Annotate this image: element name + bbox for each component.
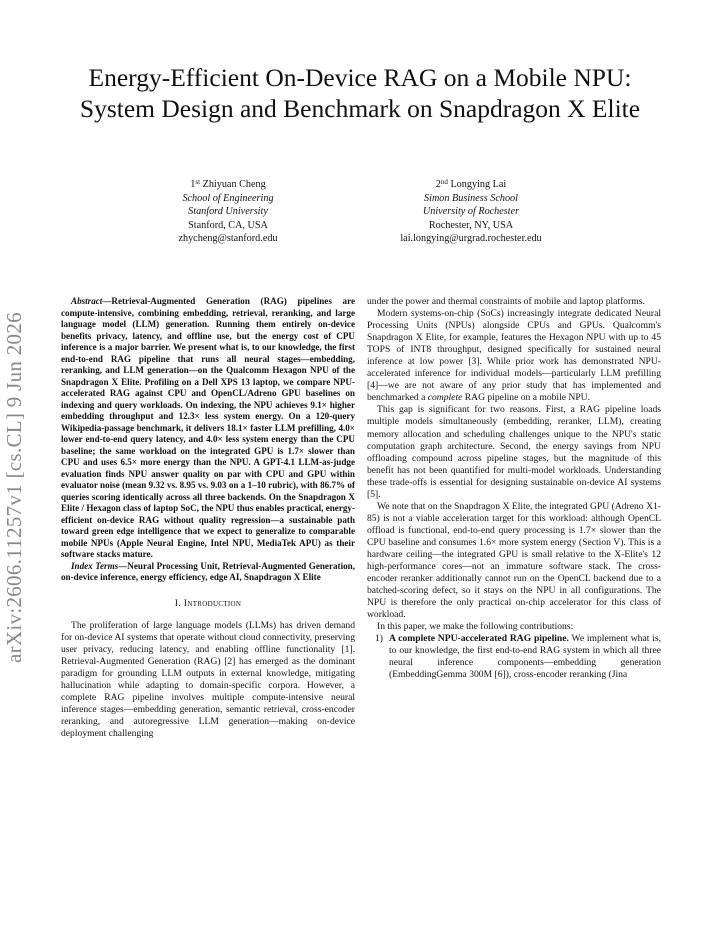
author-ordinal: 2nd xyxy=(435,178,448,190)
index-terms-label: Index Terms xyxy=(71,560,119,571)
abstract-label: Abstract xyxy=(71,296,103,306)
intro-paragraph: In this paper, we make the following contributions: xyxy=(377,621,574,633)
author-email: lai.longying@urgrad.rochester.edu xyxy=(400,233,542,245)
author-block xyxy=(98,176,358,246)
left-column xyxy=(61,296,355,740)
author-location: Rochester, NY, USA xyxy=(428,219,514,231)
author-email: zhycheng@stanford.edu xyxy=(178,233,278,245)
intro-paragraph: We note that on the Snapdragon X Elite, the integrated GPU (Adreno X1-85) is not a viable acceleration target for this workload: although OpenCL offload is functional, end-to-end query processing is 1.7× slower than the CPU baseline and consumes 1.6× more system energy (Section V). This is a hardware ceiling—the integrated GPU is small relative to the X-Elite's 12 high-performance cores—not an immature software stack. The cross-encoder reranker additionally cannot run on the OpenCL backend due to a batched-scoring defect, so it stays on the NPU in all configurations. The NPU is therefore the only practical on-chip accelerator for this class of workload. xyxy=(367,500,661,621)
author-block xyxy=(340,176,602,246)
abstract-text: —Retrieval-Augmented Generation (RAG) pipelines are compute-intensive, combining embedding, retrieval, reranking, and large language model (LLM) generation. Running them entirely on-device benefits privacy, latency, and offline use, but the energy cost of CPU inference is a major barrier. We present what is, to our knowledge, the first end-to-end RAG pipeline that runs all neural stages—embedding, reranking, and LLM generation—on the Qualcomm Hexagon NPU of the Snapdragon X Elite. Profiling on a Dell XPS 13 laptop, we compare NPU-accelerated RAG against CPU and OpenCL/Adreno GPU baselines on indexing and query workloads. On indexing, the NPU achieves 9.1× higher embedding throughput and 12.3× less system energy. On a 120-query Wikipedia-passage benchmark, it delivers 18.1× faster LLM prefilling, 4.0× lower end-to-end query latency, and 4.0× less system energy than the CPU baseline; the same workload on the integrated GPU is 1.7× slower than CPU and uses 6.5× more energy than the NPU. A GPT-4.1 LLM-as-judge evaluation finds NPU answer quality on par with CPU and GPU within evaluator noise (mean 9.32 vs. 8.95 vs. 9.03 on a 1–10 rubric), with 86.7% of queries scoring identically across all three backends. On the Snapdragon X Elite / Hexagon class of laptop SoC, the NPU thus enables practical, energy-efficient on-device RAG without quality regression—a sustainable path toward green edge intelligence that we expect to generalize to comparable mobile NPUs (Apple Neural Engine, Intel NPU, MediaTek APU) as their software stacks mature. xyxy=(61,296,355,559)
contribution-body: A complete NPU-accelerated RAG pipeline. We implement what is, to our knowledge, the first end-to-end RAG system in which all three neural inference components—embedding generation (EmbeddingGemma 300M [6]), cross-encoder reranking (Jina xyxy=(389,633,661,681)
author-department: School of Engineering xyxy=(182,192,274,204)
author-institution: University of Rochester xyxy=(422,206,520,218)
section-heading: I. Introduction xyxy=(174,597,242,609)
author-institution: Stanford University xyxy=(188,206,268,218)
index-terms-text: —Neural Processing Unit, Retrieval-Augmented Generation, on-device inference, energy efficiency, edge AI, Snapdragon X Elite xyxy=(61,560,355,582)
intro-paragraph: This gap is significant for two reasons. First, a RAG pipeline loads multiple models simultaneously (embedding, reranker, LLM), creating memory allocation and scheduling challenges unique to the NPU's static computation graph architecture. Second, the energy savings from NPU offloading compound across pipeline stages, but the magnitude of this benefit has not been quantified for multi-model workloads. Understanding these trade-offs is essential for designing sustainable on-device AI systems [5]. xyxy=(367,404,661,500)
author-name: 1st Zhiyuan Cheng xyxy=(190,178,266,190)
intro-paragraph: The proliferation of large language models (LLMs) has driven demand for on-device AI systems that operate without cloud connectivity, preserving user privacy, reducing latency, and enabling offline functionality [1]. Retrieval-Augmented Generation (RAG) [2] has emerged as the dominant paradigm for grounding LLM outputs in external knowledge, mitigating hallucination while adapting to domain-specific corpora. However, a complete RAG pipeline involves multiple compute-intensive neural inference stages—embedding generation, semantic retrieval, cross-encoder reranking, and autoregressive LLM generation—making on-device deployment challenging xyxy=(61,619,355,739)
contribution-item xyxy=(375,633,661,681)
index-terms xyxy=(61,561,355,584)
abstract xyxy=(61,296,355,561)
author-department: Simon Business School xyxy=(424,192,518,204)
author-location: Stanford, CA, USA xyxy=(188,219,268,231)
paper-title: Energy-Efficient On-Device RAG on a Mobile NPU: System Design and Benchmark on Snapdragon X Elite xyxy=(79,63,641,123)
author-ordinal: 1st xyxy=(190,178,201,190)
contribution-number: 1) xyxy=(375,633,383,645)
intro-paragraph-continued: under the power and thermal constraints of mobile and laptop platforms. xyxy=(367,296,645,307)
intro-paragraph: Modern systems-on-chip (SoCs) increasingly integrate dedicated Neural Processing Units (NPUs) alongside CPUs and GPUs. Qualcomm's Snapdragon X Elite, for example, features the Hexagon NPU with up to 45 TOPS of INT8 throughput, designed specifically for sustained neural inference at low power [3]. While prior work has demonstrated NPU-accelerated inference for individual models—particularly LLM prefilling [4]—we are not aware of any prior study that has implemented and benchmarked a complete RAG pipeline on a mobile NPU. xyxy=(367,308,661,404)
author-name: 2nd Longying Lai xyxy=(435,178,507,190)
right-column xyxy=(367,296,661,682)
